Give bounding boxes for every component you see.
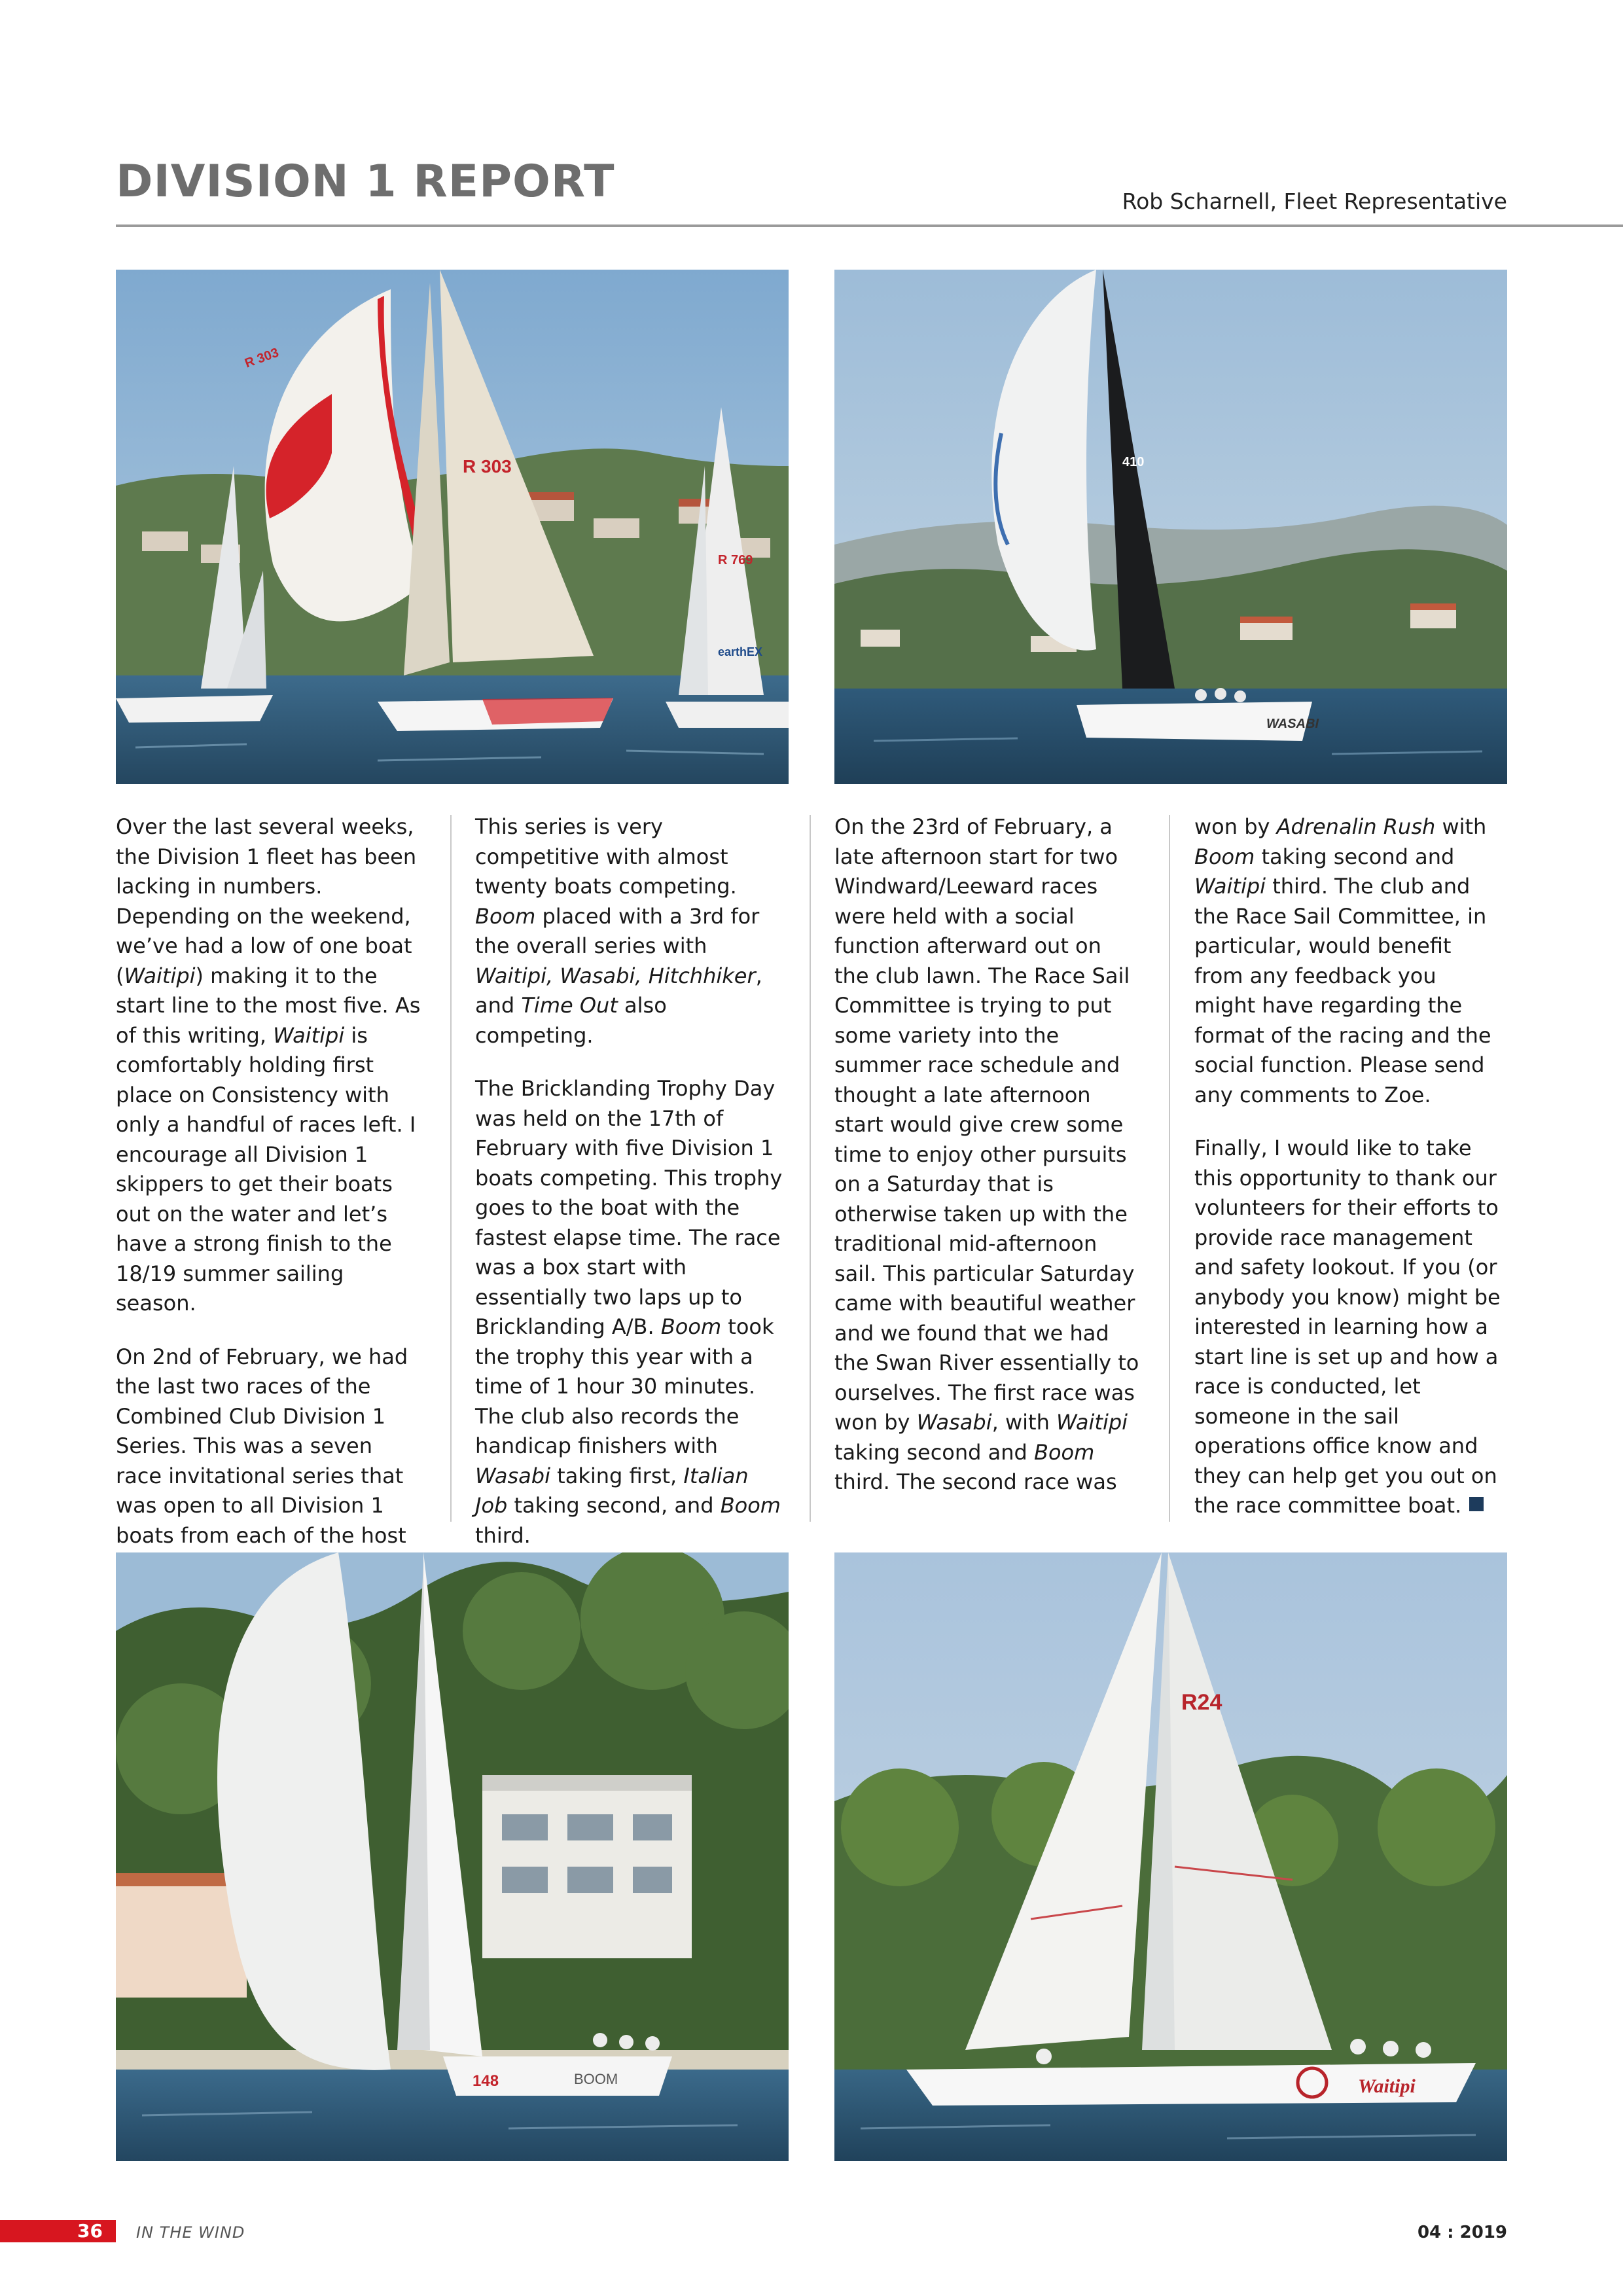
text-run: On 2nd of February, we had the last two races of the Combined Club Division 1 Series. This was a seven race invitational series that was open to all Division 1 boats from each of the host [116, 1344, 408, 1548]
text-run: Finally, I would like to take this opportunity to thank our volunteers for their efforts to provide race management and safety lookout. If you (or anybody you know) might be interested in learning how a start line is set up and how a race is conducted, let someone in the sail operations office know and they can help get you out on the race committee boat. [1194, 1136, 1501, 1518]
svg-text:BOOM: BOOM [574, 2071, 618, 2087]
text-run: third. The club and the Race Sail Committee, in particular, would benefit from any feedback you might have regarding the format of the racing and the social function. Please send any comments to Zoe. [1194, 874, 1491, 1107]
text-run: taking second, and [507, 1493, 721, 1518]
boat-name: Wasabi [475, 1463, 550, 1488]
photo-sailing-r303 [116, 270, 789, 784]
boat-name: Adrenalin Rush [1276, 814, 1436, 839]
column-divider [810, 815, 811, 1522]
boat-name: Boom [660, 1314, 722, 1339]
boat-name: Waitipi [273, 1022, 345, 1048]
text-run: On the 23rd of February, a late afternoon start for two Windward/Leeward races were held with a social function afterward out on the club lawn. The Race Sail Committee is trying to put some variety into the summer race schedule and thought a late afternoon start would give crew some time to enjoy other pursuits on a Saturday that is otherwise taken up with the traditional mid-afternoon sail. This particular Saturday came with beautiful weather and we found that we had the Swan River essentially to ourselves. The first race was won by [834, 814, 1139, 1435]
photo-sailing-boom [116, 1552, 789, 2161]
boat-name: Italian Job [475, 1463, 749, 1518]
boat-name: Boom [1194, 844, 1255, 869]
text-run: is comfortably holding first place on Consistency with only a handful of races left. I encourage all Division 1 skippers to get their boats out on the water and let’s have a strong finish to the 18/19 summer sailing season. [116, 1022, 416, 1316]
boat-name: Boom [720, 1493, 781, 1518]
page-number: 36 [77, 2220, 103, 2242]
text-run: also competing. [475, 993, 667, 1048]
text-run: This series is very competitive with almost twenty boats competing. [475, 814, 737, 899]
article-paragraph [475, 1074, 783, 1551]
text-run: The Bricklanding Trophy Day was held on the 17th of February with five Division 1 boats competing. This trophy goes to the boat with the fastest elapse time. The race was a box start with essentially two laps up to Bricklanding A/B. [475, 1076, 783, 1339]
article-end-mark [1469, 1497, 1484, 1511]
text-run: third. [475, 1522, 531, 1548]
text-run: won by [1194, 814, 1277, 839]
boat-name: Waitipi, Wasabi, Hitchhiker [475, 963, 756, 988]
text-run: , with [991, 1410, 1057, 1435]
svg-text:410: 410 [1122, 455, 1145, 469]
article-paragraph [116, 1342, 423, 1581]
issue-date: 04 : 2019 [1417, 2223, 1507, 2242]
publication-name: IN THE WIND [136, 2223, 245, 2242]
svg-text:earthEX: earthEX [718, 645, 763, 658]
column-divider [1169, 815, 1170, 1522]
author-byline: Rob Scharnell, Fleet Representative [1122, 188, 1507, 214]
svg-text:R 303: R 303 [243, 345, 281, 371]
photo-sailing-waitipi [834, 1552, 1507, 2161]
article-column-4 [1194, 812, 1502, 1521]
article-paragraph [1194, 1134, 1502, 1521]
svg-text:WASABI: WASABI [1266, 717, 1319, 731]
svg-text:R 769: R 769 [718, 553, 753, 567]
boat-name: Waitipi [1194, 874, 1266, 899]
text-run: taking second and [1255, 844, 1455, 869]
boat-name: Wasabi [916, 1410, 992, 1435]
article-column-1 [116, 812, 423, 1581]
column-divider [450, 815, 452, 1522]
svg-text:R 303: R 303 [463, 456, 512, 476]
text-run: third. The second race was [834, 1469, 1117, 1494]
svg-text:Waitipi: Waitipi [1358, 2075, 1416, 2097]
svg-text:148: 148 [473, 2072, 499, 2090]
article-paragraph [475, 812, 783, 1050]
text-run: with [1435, 814, 1487, 839]
header-rule [116, 224, 1623, 227]
article-paragraph [116, 812, 423, 1319]
svg-text:R24: R24 [1181, 1690, 1222, 1715]
text-run: took the trophy this year with a time of 1 hour 30 minutes. The club also records the handicap finishers with [475, 1314, 774, 1458]
text-run: placed with a 3rd for the overall series with [475, 903, 760, 958]
article-column-3 [834, 812, 1142, 1498]
page-title: DIVISION 1 REPORT [116, 156, 615, 207]
photo-sailing-wasabi [834, 270, 1507, 784]
text-run: Over the last several weeks, the Division 1 fleet has been lacking in numbers. Depending on the weekend, we’ve had a low of one boat ( [116, 814, 417, 988]
text-run: , and [475, 963, 762, 1018]
boat-name: Waitipi [124, 963, 196, 988]
boat-name: Boom [475, 903, 536, 929]
article-paragraph [1194, 812, 1502, 1110]
text-run: taking second and [834, 1439, 1035, 1465]
text-run: ) making it to the start line to the most five. As of this writing, [116, 963, 421, 1048]
article-paragraph [834, 812, 1142, 1498]
text-run: taking first, [550, 1463, 684, 1488]
article-column-2 [475, 812, 783, 1551]
boat-name: Waitipi [1056, 1410, 1128, 1435]
boat-name: Boom [1034, 1439, 1095, 1465]
boat-name: Time Out [521, 993, 618, 1018]
